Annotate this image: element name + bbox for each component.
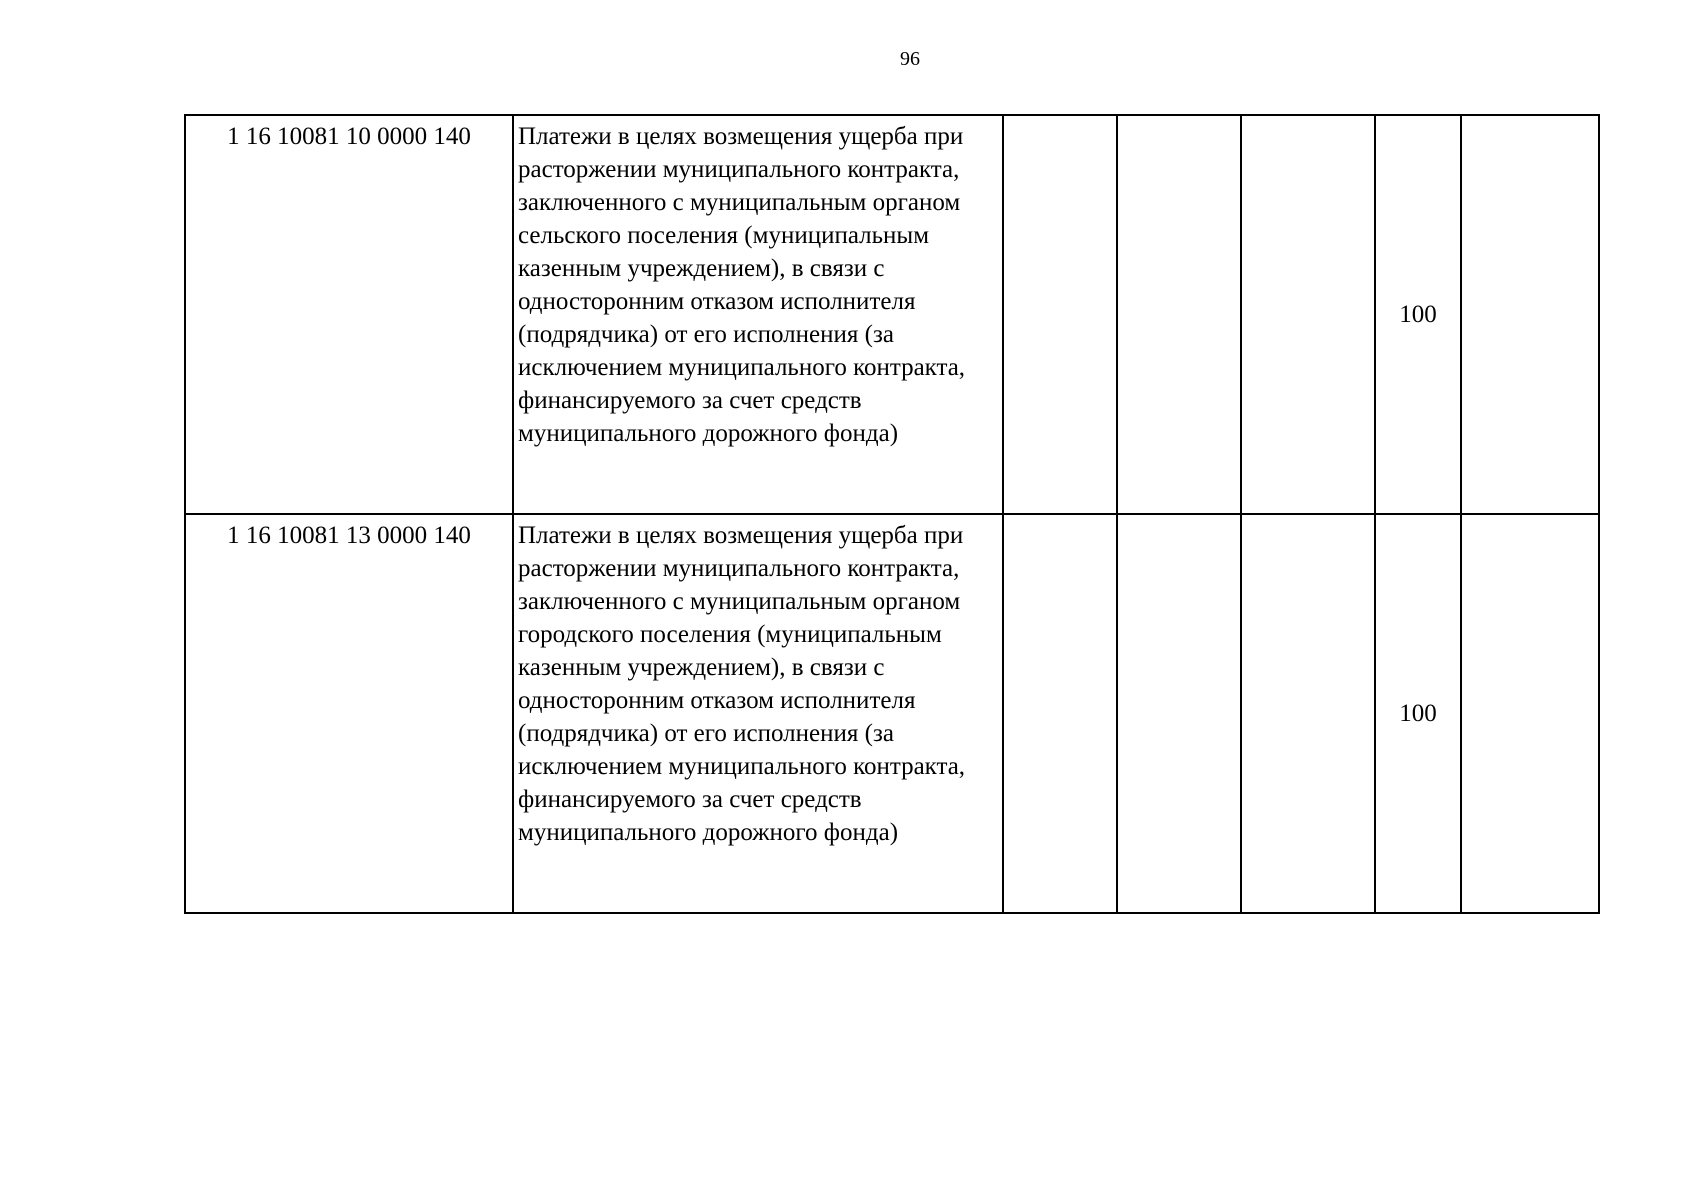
page-number: 96 <box>900 48 920 70</box>
table-row <box>185 115 1599 514</box>
value-cell-3 <box>1003 115 1117 514</box>
budget-code-cell: 1 16 10081 10 0000 140 <box>185 115 513 514</box>
value-cell-4 <box>1117 514 1241 913</box>
value-cell-7 <box>1461 115 1599 514</box>
value-cell-5 <box>1241 115 1375 514</box>
value-cell-4 <box>1117 115 1241 514</box>
value-cell-7 <box>1461 514 1599 913</box>
table-row <box>185 514 1599 913</box>
value-cell-6: 100 <box>1375 514 1461 913</box>
description-text: Платежи в целях возмещения ущерба при расторжении муниципального контракта, заключенного с муниципальным органом сельского поселения (муниципальным казенным учреждением), в связи с односторонним отказом исполнителя (подрядчика) от его исполнения (за исключением муниципального контракта, финансируемого за счет средств муниципального дорожного фонда) <box>518 123 966 447</box>
description-text: Платежи в целях возмещения ущерба при расторжении муниципального контракта, заключенного с муниципальным органом городского поселения (муниципальным казенным учреждением), в связи с односторонним отказом исполнителя (подрядчика) от его исполнения (за исключением муниципального контракта, финансируемого за счет средств муниципального дорожного фонда) <box>518 522 966 846</box>
value-cell-5 <box>1241 514 1375 913</box>
budget-code-cell: 1 16 10081 13 0000 140 <box>185 514 513 913</box>
revenue-table <box>184 114 1600 914</box>
description-cell <box>513 514 1003 913</box>
value-cell-3 <box>1003 514 1117 913</box>
value-cell-6: 100 <box>1375 115 1461 514</box>
description-cell <box>513 115 1003 514</box>
